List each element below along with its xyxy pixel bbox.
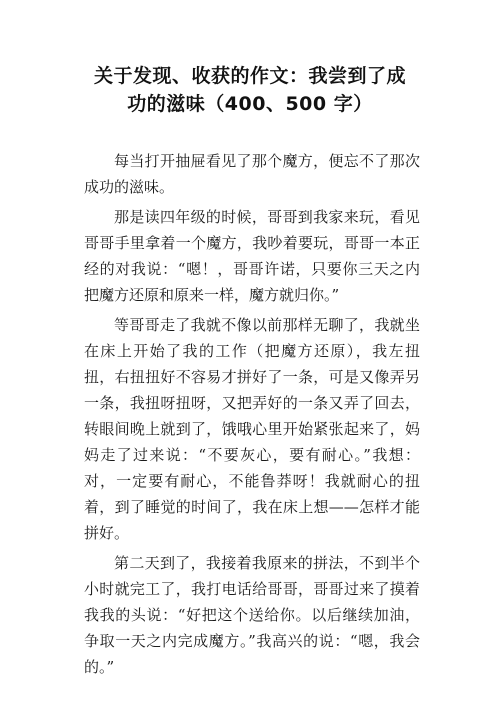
- page-title: [60, 62, 440, 118]
- paragraph-2: 那是读四年级的时候，哥哥到我家来玩，看见哥哥手里拿着一个魔方，我吵着要玩，哥哥一本正经的对我说：“嗯！，哥哥许诺，只要你三天之内把魔方还原和原来一样，魔方就归你。”: [84, 208, 420, 304]
- paragraph-1: 每当打开抽屉看见了那个魔方，便忘不了那次成功的滋味。: [84, 152, 420, 196]
- paragraph-3: 等哥哥走了我就不像以前那样无聊了，我就坐在床上开始了我的工作（把魔方还原），我左扭扭，右扭扭好不容易才拼好了一条，可是又像弄另一条，我扭呀扭呀，又把弄好的一条又弄了回去，转眼间晚上就到了，饿哦心里开始紧张起来了，妈妈走了过来说：“不要灰心，要有耐心。”我想：对，一定要有耐心，不能鲁莽呀！我就耐心的扭着，到了睡觉的时间了，我在床上想——怎样才能拼好。: [84, 316, 420, 542]
- title-line-1: 关于发现、收获的作文：我尝到了成: [93, 65, 406, 87]
- title-line-2: 功的滋味（400、500 字）: [127, 93, 373, 115]
- paragraph-4: 第二天到了，我接着我原来的拼法，不到半个小时就完工了，我打电话给哥哥，哥哥过来了摸着我我的头说：“好把这个送给你。以后继续加油，争取一天之内完成魔方。”我高兴的说：“嗯，我会的。”: [84, 554, 420, 676]
- article-body: [84, 148, 420, 684]
